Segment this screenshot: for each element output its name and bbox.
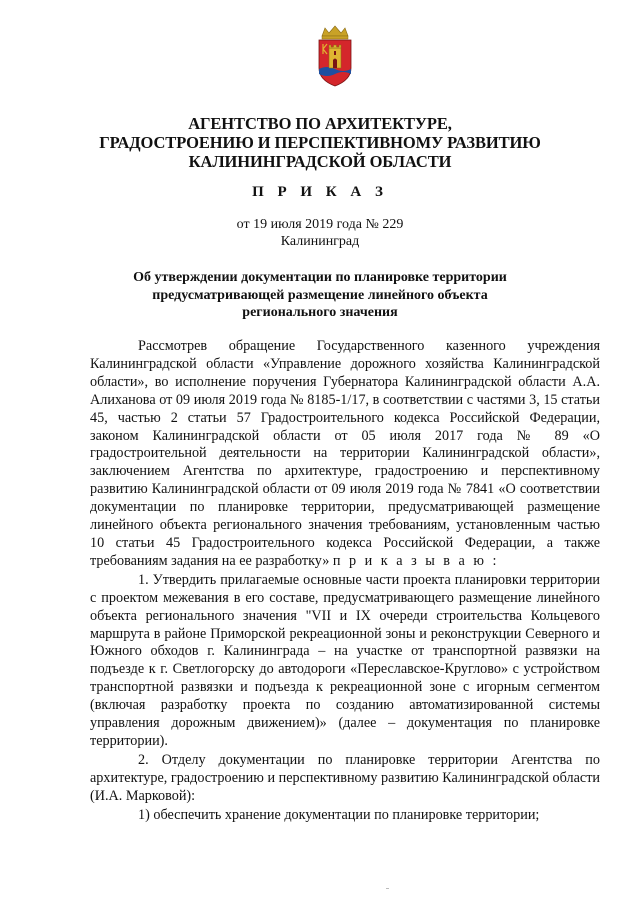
order-city: Калининград <box>280 234 360 249</box>
order-date-number: от 19 июля 2019 года № 229 <box>236 217 404 232</box>
order-subject-line-2: предусматривающей размещение линейного объекта <box>152 287 488 303</box>
order-subject <box>60 269 580 322</box>
order-subject-line-3: регионального значения <box>242 305 398 320</box>
order-body <box>90 338 600 824</box>
agency-name-line-1: АГЕНТСТВО ПО АРХИТЕКТУРЕ, <box>188 114 452 133</box>
order-meta <box>60 216 580 250</box>
agency-name-line-2: ГРАДОСТРОЕНИЮ И ПЕРСПЕКТИВНОМУ РАЗВИТИЮ <box>99 133 541 152</box>
item-2-1-paragraph: 1) обеспечить хранение документации по планировке территории; <box>138 806 540 823</box>
agency-name-line-3: КАЛИНИНГРАДСКОЙ ОБЛАСТИ <box>188 152 452 171</box>
preamble-text: Рассмотрев обращение Государственного казенного учреждения Калининградской области «Управление дорожного хозяйства Калининградской области», во исполнение поручения Губернатора Калининградской области А.А. Алиханова от 09 июля 2019 года № 8185-1/17, в соответствии с частями 3, 15 статьи 45, частью 2 статьи 57 Градостроительного кодекса Российской Федерации, законом Калининградской области от 05 июля 2017 года № 89 «О градостроительной деятельности на территории Калининградской области», заключением Агентства по архитектуре, градостроению и перспективному развитию Калининградской области от 09 июля 2019 года № 7841 «О соответствии документации по планировке территории, предусматривающей размещение линейного объекта регионального значения требованиям, установленным частью 10 статьи 45 Градостроительного кодекса Российской Федерации, а также требованиям задания на ее разработку» <box>90 338 600 569</box>
item-1-paragraph: 1. Утвердить прилагаемые основные части проекта планировки территории с проектом межевания в его составе, предусматривающего размещение линейного объекта регионального значения "VII и IX очереди строительства Кольцевого маршрута в районе Приморской рекреационной зоны и реконструкции Северного и Южного обходов г. Калининграда – на участке от транспортной развязки на подъезде к г. Светлогорску до автодороги «Переславское-Круглово» с устройством транспортной развязки и подъезда к рекреационной зоне с игорным сегментом (включая разработку проекта по созданию автоматизированной системы управления дорожным движением)» (далее – документация по планировке территории). <box>90 571 600 749</box>
decree-word: п р и к а з ы в а ю : <box>332 552 499 569</box>
page-mark <box>386 888 389 889</box>
coat-of-arms-icon <box>316 24 354 88</box>
preamble-paragraph <box>90 338 600 571</box>
agency-name <box>60 114 580 171</box>
order-title: П Р И К А З <box>252 184 388 200</box>
order-subject-line-1: Об утверждении документации по планировке территории <box>133 270 507 285</box>
item-2-paragraph: 2. Отделу документации по планировке территории Агентства по архитектуре, градостроению и перспективному развитию Калининградской области (И.А. Марковой): <box>90 751 600 804</box>
